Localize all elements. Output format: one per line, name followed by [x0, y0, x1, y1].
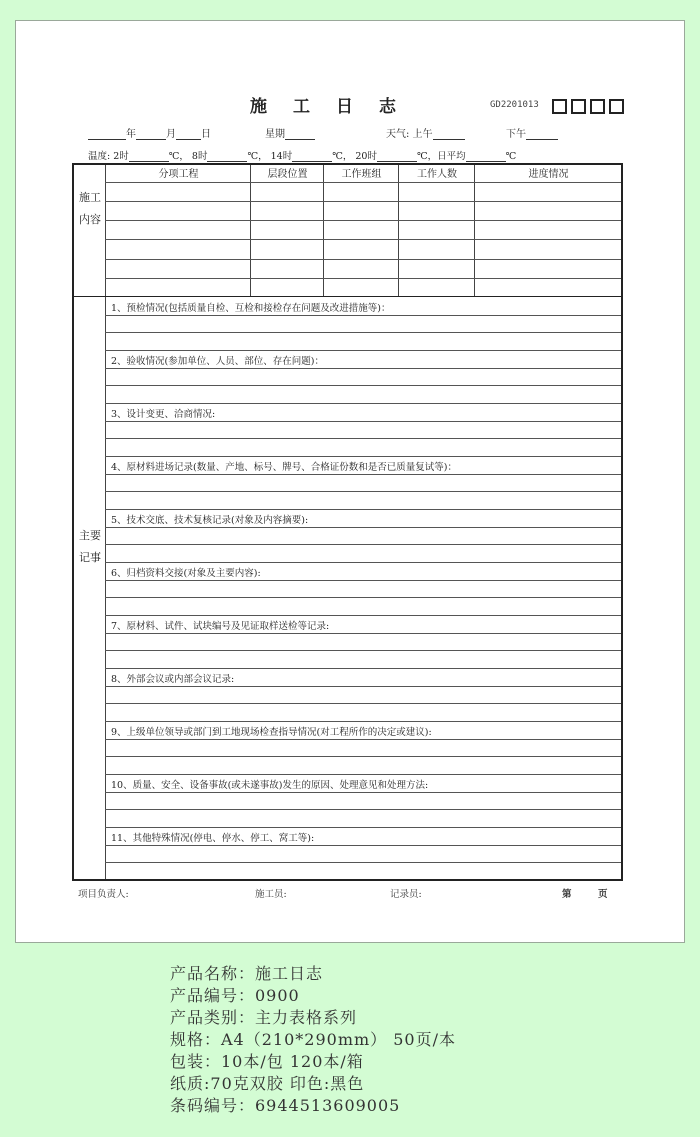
weekday-blank[interactable]	[285, 129, 315, 140]
note-line[interactable]	[105, 845, 621, 846]
column-divider	[398, 165, 399, 296]
section-label-main-notes: 主要记事	[79, 529, 101, 564]
code-box	[590, 99, 605, 114]
temp-label: 温度: 2时	[88, 151, 129, 162]
note-line[interactable]	[105, 544, 621, 545]
product-info-line: 包装：10本/包 120本/箱	[170, 1052, 364, 1071]
column-divider	[474, 165, 475, 296]
month-label: 月	[166, 129, 176, 140]
note-line[interactable]	[105, 562, 621, 563]
note-line[interactable]	[105, 456, 621, 457]
year-blank[interactable]	[88, 129, 126, 140]
column-header: 层段位置	[267, 169, 308, 180]
note-line[interactable]	[105, 650, 621, 651]
temp-unit: ℃， 8时	[168, 151, 208, 162]
weather-pm-blank[interactable]	[526, 129, 558, 140]
note-item-heading: 1、预检情况(包括质量自检、互检和接检存在问题及改进措施等)：	[111, 303, 391, 314]
builder-label: 施工员:	[255, 889, 287, 900]
note-item-heading: 8、外部会议或内部会议记录:	[111, 674, 235, 685]
note-line[interactable]	[105, 438, 621, 439]
form-code: GD2201013	[490, 100, 539, 110]
column-divider	[250, 165, 251, 296]
note-line[interactable]	[105, 315, 621, 316]
temp-14h-blank[interactable]	[292, 151, 332, 162]
note-line[interactable]	[105, 862, 621, 863]
column-header: 分项工程	[158, 169, 199, 180]
table-row-line[interactable]	[105, 239, 621, 240]
day-label: 日	[201, 129, 211, 140]
year-label: 年	[126, 129, 136, 140]
note-line[interactable]	[105, 421, 621, 422]
temp-avg-blank[interactable]	[466, 151, 506, 162]
weather-am-blank[interactable]	[433, 129, 465, 140]
note-line[interactable]	[105, 509, 621, 510]
weekday-field	[265, 125, 315, 140]
section-divider	[74, 296, 621, 297]
day-blank[interactable]	[176, 129, 201, 140]
note-line[interactable]	[105, 385, 621, 386]
product-info	[170, 963, 456, 1117]
weather-am-label: 天气: 上午	[386, 129, 433, 140]
code-box	[552, 99, 567, 114]
note-line[interactable]	[105, 739, 621, 740]
table-row-line[interactable]	[105, 278, 621, 279]
column-divider	[323, 165, 324, 296]
note-line[interactable]	[105, 403, 621, 404]
note-item-heading: 5、技术交底、技术复核记录(对象及内容摘要):	[111, 515, 309, 526]
note-line[interactable]	[105, 827, 621, 828]
product-info-line: 产品类别：主力表格系列	[170, 1008, 358, 1027]
note-item-heading: 2、验收情况(参加单位、人员、部位、存在问题)：	[111, 356, 324, 367]
temperature-row	[88, 148, 516, 162]
note-line[interactable]	[105, 474, 621, 475]
page-label-a: 第	[562, 889, 572, 900]
note-line[interactable]	[105, 809, 621, 810]
note-item-heading: 9、上级单位领导或部门到工地现场检查指导情况(对工程所作的决定或建议):	[111, 727, 432, 738]
product-info-line: 规格：A4（210*290mm） 50页/本	[170, 1030, 456, 1049]
note-line[interactable]	[105, 686, 621, 687]
note-line[interactable]	[105, 756, 621, 757]
temp-unit: ℃	[505, 151, 517, 162]
note-line[interactable]	[105, 721, 621, 722]
temp-20h-blank[interactable]	[377, 151, 417, 162]
table-row-line[interactable]	[105, 182, 621, 183]
note-line[interactable]	[105, 332, 621, 333]
date-row	[88, 125, 211, 140]
temp-unit: ℃，日平均	[416, 151, 466, 162]
manager-label: 项目负责人:	[78, 889, 129, 900]
note-item-heading: 4、原材料进场记录(数量、产地、标号、牌号、合格证份数和是否已质量复试等)：	[111, 462, 457, 473]
note-line[interactable]	[105, 527, 621, 528]
note-line[interactable]	[105, 792, 621, 793]
page-label-b: 页	[598, 889, 608, 900]
weather-am-field	[386, 125, 465, 140]
note-line[interactable]	[105, 633, 621, 634]
code-box	[571, 99, 586, 114]
note-line[interactable]	[105, 368, 621, 369]
note-line[interactable]	[105, 580, 621, 581]
note-line[interactable]	[105, 668, 621, 669]
product-info-line: 产品编号：0900	[170, 986, 300, 1005]
note-item-heading: 10、质量、安全、设备事故(或未遂事故)发生的原因、处理意见和处理方法:	[111, 780, 429, 791]
note-item-heading: 3、设计变更、洽商情况:	[111, 409, 216, 420]
temp-unit: ℃， 14时	[247, 151, 293, 162]
weather-pm-label: 下午	[506, 129, 526, 140]
form-title: 施工日志	[250, 97, 422, 117]
product-info-line: 条码编号：6944513609005	[170, 1096, 401, 1115]
note-item-heading: 11、其他特殊情况(停电、停水、停工、窝工等):	[111, 833, 315, 844]
table-row-line[interactable]	[105, 259, 621, 260]
temp-8h-blank[interactable]	[207, 151, 247, 162]
note-line[interactable]	[105, 350, 621, 351]
column-header: 工作人数	[417, 169, 457, 180]
side-divider	[105, 165, 106, 879]
temp-2h-blank[interactable]	[129, 151, 169, 162]
code-box	[609, 99, 624, 114]
log-table	[72, 163, 623, 881]
note-line[interactable]	[105, 491, 621, 492]
column-header: 工作班组	[341, 169, 382, 180]
table-row-line[interactable]	[105, 201, 621, 202]
weather-pm-field	[506, 125, 558, 140]
note-item-heading: 6、归档资料交接(对象及主要内容):	[111, 568, 261, 579]
month-blank[interactable]	[136, 129, 166, 140]
note-line[interactable]	[105, 597, 621, 598]
temp-unit: ℃， 20时	[332, 151, 377, 162]
table-row-line[interactable]	[105, 220, 621, 221]
product-info-line: 产品名称：施工日志	[170, 964, 324, 983]
note-item-heading: 7、原材料、试件、试块编号及见证取样送检等记录:	[111, 621, 330, 632]
note-line[interactable]	[105, 774, 621, 775]
column-header: 进度情况	[528, 169, 569, 180]
weekday-label: 星期	[265, 129, 285, 140]
recorder-label: 记录员:	[390, 889, 422, 900]
section-label-construction: 施工内容	[79, 191, 101, 226]
product-info-line: 纸质:70克双胶 印色:黑色	[170, 1074, 365, 1093]
note-line[interactable]	[105, 703, 621, 704]
note-line[interactable]	[105, 615, 621, 616]
